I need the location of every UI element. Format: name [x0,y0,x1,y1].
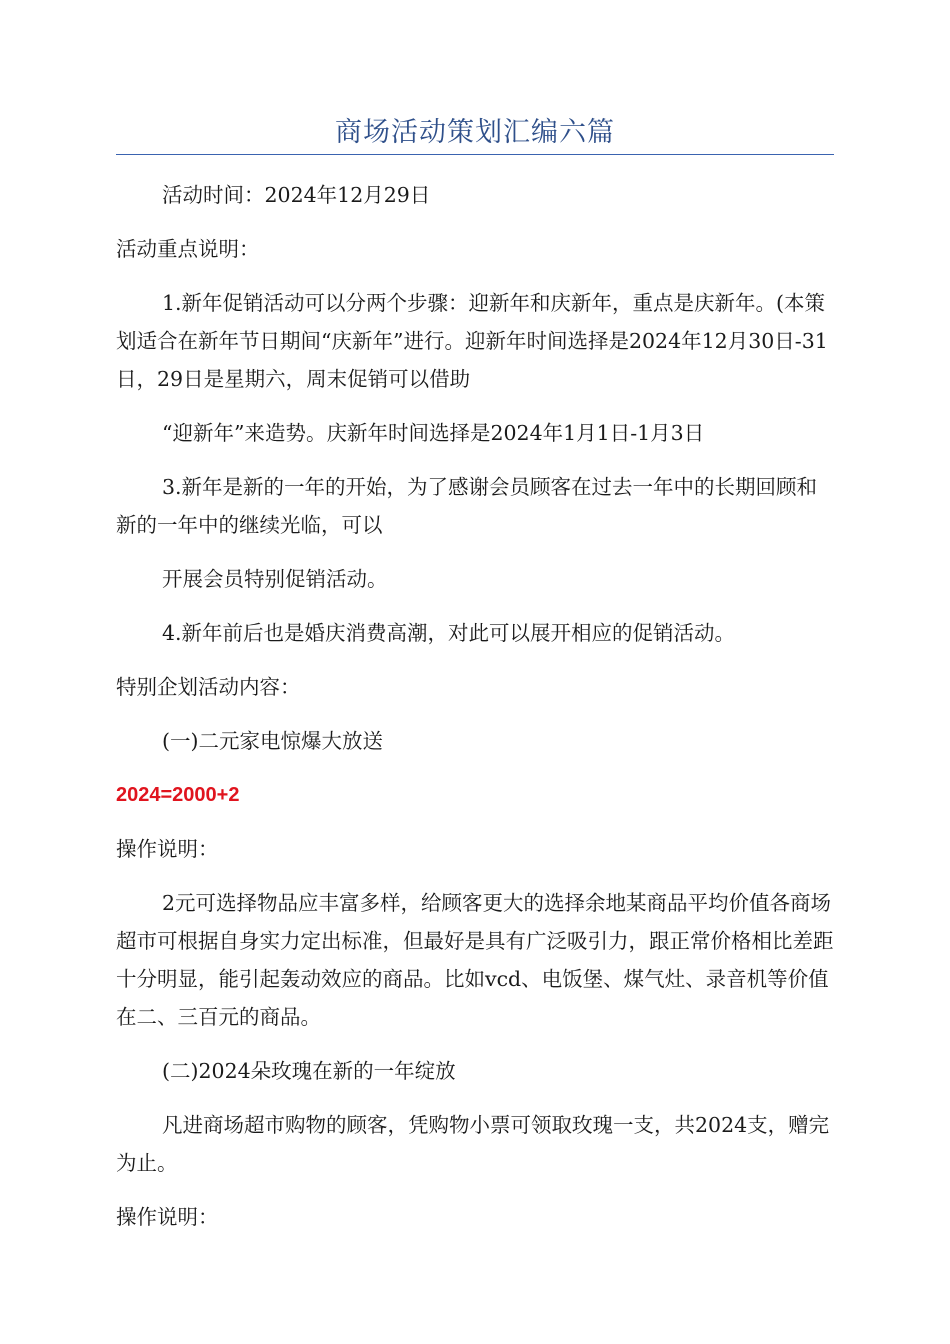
paragraph-activity-time: 活动时间：2024年12月29日 [162,183,431,207]
document-body [116,176,834,1236]
paragraph-item-4: 4.新年前后也是婚庆消费高潮，对此可以展开相应的促销活动。 [162,621,736,645]
paragraph-special-content-heading: 特别企划活动内容： [116,675,301,699]
paragraph-operation-notes-heading: 操作说明： [116,837,219,861]
paragraph-item-1: 1.新年促销活动可以分两个步骤：迎新年和庆新年，重点是庆新年。(本策划适合在新年节日期间“庆新年”进行。迎新年时间选择是2024年12月30日-31日，29日是星期六，周末促销可以借助 [116,291,828,391]
paragraph-item-3: 3.新年是新的一年的开始，为了感谢会员顾客在过去一年中的长期回顾和新的一年中的继续光临，可以 [116,475,818,537]
paragraph-item-3-continued: 开展会员特别促销活动。 [162,567,388,591]
paragraph-operation-notes-heading-2: 操作说明： [116,1205,219,1229]
paragraph-section-1-heading: (一)二元家电惊爆大放送 [162,729,383,753]
paragraph-rose-giveaway: 凡进商场超市购物的顾客，凭购物小票可领取玫瑰一支，共2024支，赠完为止。 [116,1113,830,1175]
paragraph-operation-notes-body: 2元可选择物品应丰富多样，给顾客更大的选择余地某商品平均价值各商场超市可根据自身实力定出标准，但最好是具有广泛吸引力，跟正常价格相比差距十分明显，能引起轰动效应的商品。比如vcd、电饭堡、煤气灶、录音机等价值在二、三百元的商品。 [116,891,834,1029]
paragraph-highlight-formula: 2024=2000+2 [116,784,240,806]
paragraph-section-2-heading: (二)2024朵玫瑰在新的一年绽放 [162,1059,456,1083]
page-title: 商场活动策划汇编六篇 [335,117,615,148]
title-underline [116,154,834,155]
paragraph-item-1-continued: “迎新年”来造势。庆新年时间选择是2024年1月1日-1月3日 [162,421,705,445]
paragraph-key-notes-heading: 活动重点说明： [116,237,260,261]
